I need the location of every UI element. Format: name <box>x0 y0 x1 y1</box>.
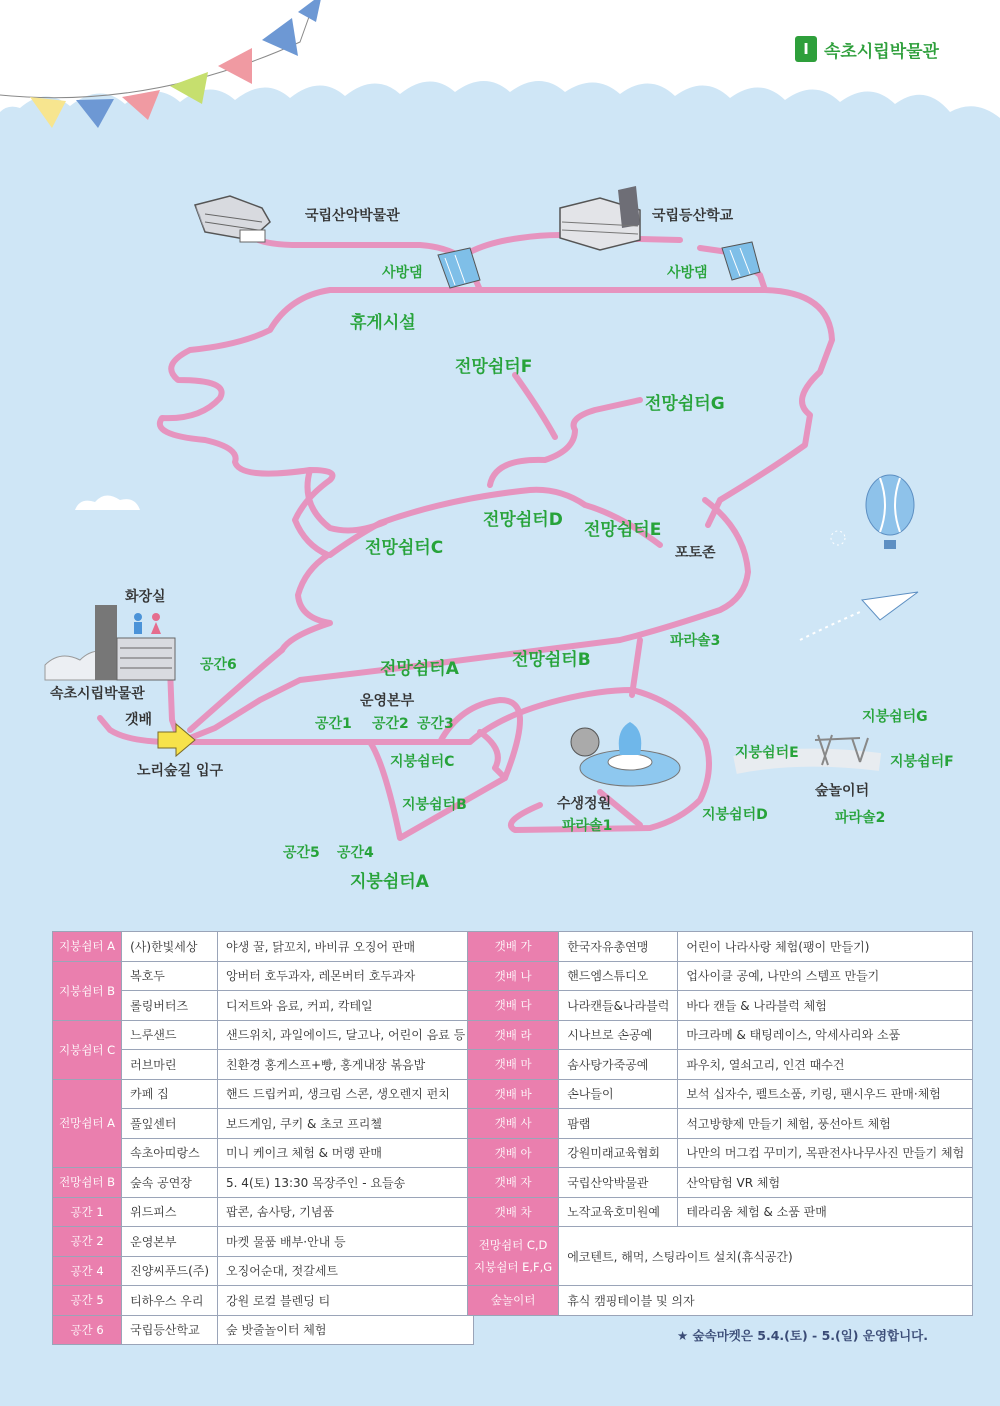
table-item: 마크라메 & 태팅레이스, 악세사리와 소품 <box>678 1020 973 1050</box>
bunting-flag <box>76 99 114 128</box>
table-key-line: 지붕쉼터 E,F,G <box>474 1260 553 1274</box>
table-vendor: 속초아띠랑스 <box>122 1138 218 1168</box>
table-row <box>53 961 474 991</box>
label-gaetbae: 갯배 <box>125 712 153 728</box>
table-key: 공간 6 <box>53 1315 122 1345</box>
table-vendor: 국립산악박물관 <box>559 1168 678 1198</box>
table-row <box>468 1286 973 1316</box>
label-space-3: 공간3 <box>417 716 454 732</box>
label-dam-right: 사방댐 <box>667 265 708 281</box>
table-item: 야생 꿀, 닭꼬치, 바비큐 오징어 판매 <box>218 932 474 962</box>
table-row <box>53 1197 474 1227</box>
label-rest-area: 휴게시설 <box>350 313 416 333</box>
table-row <box>53 1286 474 1316</box>
table-key: 공간 5 <box>53 1286 122 1316</box>
table-item: 핸드 드립커피, 생크림 스콘, 생오렌지 펀치 <box>218 1079 474 1109</box>
vendor-table-left <box>52 931 474 1345</box>
label-viewpoint-f: 전망쉼터F <box>455 357 533 377</box>
label-parasol-1: 파라솔1 <box>562 818 613 834</box>
label-roof-shelter-b: 지붕쉼터B <box>402 797 467 813</box>
table-row <box>53 1168 474 1198</box>
label-viewpoint-g: 전망쉼터G <box>645 394 725 414</box>
table-item: 5. 4(토) 13:30 목장주인 - 요들송 <box>218 1168 474 1198</box>
table-key: 지붕쉼터 B <box>53 961 122 1020</box>
label-space-1: 공간1 <box>315 716 352 732</box>
table-item: 팝콘, 솜사탕, 기념품 <box>218 1197 474 1227</box>
table-key: 갯배 사 <box>468 1109 559 1139</box>
table-key: 갯배 마 <box>468 1050 559 1080</box>
table-item: 디저트와 음료, 커피, 칵테일 <box>218 991 474 1021</box>
table-vendor: 러브마린 <box>122 1050 218 1080</box>
label-parasol-2: 파라솔2 <box>835 810 886 826</box>
table-vendor: 시나브로 손공예 <box>559 1020 678 1050</box>
table-key: 지붕쉼터 C <box>53 1020 122 1079</box>
table-vendor: 국립등산학교 <box>122 1315 218 1345</box>
vendor-table-right <box>467 931 973 1316</box>
table-vendor: 팜랩 <box>559 1109 678 1139</box>
table-row <box>468 1168 973 1198</box>
label-viewpoint-d: 전망쉼터D <box>483 510 563 530</box>
table-item: 마켓 물품 배부·안내 등 <box>218 1227 474 1257</box>
table-row <box>468 1020 973 1050</box>
paper-plane-icon <box>800 592 918 640</box>
table-key: 공간 1 <box>53 1197 122 1227</box>
label-viewpoint-c: 전망쉼터C <box>365 538 444 558</box>
table-item: 어린이 나라사랑 체험(팽이 만들기) <box>678 932 973 962</box>
table-key: 숲놀이터 <box>468 1286 559 1316</box>
trail-paths <box>100 235 832 838</box>
table-key: 지붕쉼터 A <box>53 932 122 962</box>
table-key: 갯배 바 <box>468 1079 559 1109</box>
label-garden: 수생정원 <box>557 796 612 812</box>
table-row <box>53 1079 474 1109</box>
table-key: 갯배 라 <box>468 1020 559 1050</box>
table-item: 나만의 머그컵 꾸미기, 목판전사나무사진 만들기 체험 <box>678 1138 973 1168</box>
table-vendor: 노작교육호미원예 <box>559 1197 678 1227</box>
table-vendor: 위드피스 <box>122 1197 218 1227</box>
dam-left <box>438 248 480 288</box>
small-cloud <box>75 495 140 510</box>
table-row <box>468 991 973 1021</box>
label-roof-shelter-c: 지붕쉼터C <box>390 754 455 770</box>
table-item: 강원 로컬 블렌딩 티 <box>218 1286 474 1316</box>
table-item: 오징어순대, 젓갈세트 <box>218 1256 474 1286</box>
table-item: 보석 십자수, 펠트소품, 키링, 팬시우드 판매·체험 <box>678 1079 973 1109</box>
table-vendor: 손나들이 <box>559 1079 678 1109</box>
label-mountain-museum: 국립산악박물관 <box>305 208 400 224</box>
table-item: 산악탐험 VR 체험 <box>678 1168 973 1198</box>
table-key: 전망쉼터 B <box>53 1168 122 1198</box>
table-key: 갯배 아 <box>468 1138 559 1168</box>
footnote: ★ 숲속마켓은 5.4.(토) - 5.(일) 운영합니다. <box>677 1328 928 1343</box>
table-vendor: 풀잎센터 <box>122 1109 218 1139</box>
mountain-museum-building <box>195 196 270 242</box>
label-hq: 운영본부 <box>360 693 415 709</box>
table-vendor: 복호두 <box>122 961 218 991</box>
table-row <box>468 1079 973 1109</box>
table-key: 갯배 차 <box>468 1197 559 1227</box>
label-space-6: 공간6 <box>200 657 237 673</box>
table-item: 앙버터 호두과자, 레몬버터 호두과자 <box>218 961 474 991</box>
table-key: 갯배 자 <box>468 1168 559 1198</box>
table-item: 업사이클 공예, 나만의 스템프 만들기 <box>678 961 973 991</box>
museum-logo-icon: I <box>795 36 817 62</box>
table-vendor: 강원미래교육협회 <box>559 1138 678 1168</box>
toilet-icon <box>134 613 161 634</box>
label-space-4: 공간4 <box>337 845 374 861</box>
table-key: 전망쉼터 A <box>53 1079 122 1168</box>
label-space-2: 공간2 <box>372 716 409 732</box>
table-vendor: 솜사탕가죽공예 <box>559 1050 678 1080</box>
table-item: 샌드위치, 과일에이드, 달고나, 어린이 음료 등 <box>218 1020 474 1050</box>
bunting-flag <box>30 97 66 128</box>
table-item: 휴식 캠핑테이블 및 의자 <box>559 1286 973 1316</box>
brand-name: 속초시립박물관 <box>824 41 939 62</box>
table-item: 에코텐트, 해먹, 스팅라이트 설치(휴식공간) <box>559 1227 973 1286</box>
table-vendor: 진양씨푸드(주) <box>122 1256 218 1286</box>
label-roof-shelter-a: 지붕쉼터A <box>350 872 429 892</box>
table-vendor: 느루샌드 <box>122 1020 218 1050</box>
table-item: 미니 케이크 체험 & 머랭 판매 <box>218 1138 474 1168</box>
table-row <box>468 932 973 962</box>
table-key: 갯배 다 <box>468 991 559 1021</box>
table-row <box>53 932 474 962</box>
table-vendor: 티하우스 우리 <box>122 1286 218 1316</box>
label-city-museum: 속초시립박물관 <box>50 686 145 702</box>
table-key-line: 전망쉼터 C,D <box>478 1238 548 1252</box>
table-row <box>53 1256 474 1286</box>
table-item: 친환경 홍게스프+빵, 홍게내장 볶음밥 <box>218 1050 474 1080</box>
table-vendor: 나라캔들&나라블럭 <box>559 991 678 1021</box>
table-vendor: 한국자유총연맹 <box>559 932 678 962</box>
table-item: 바다 캔들 & 나라블럭 체험 <box>678 991 973 1021</box>
table-vendor: 운영본부 <box>122 1227 218 1257</box>
label-entrance: 노리숲길 입구 <box>137 763 224 779</box>
hot-air-balloon-icon <box>866 475 914 549</box>
table-row <box>53 1020 474 1050</box>
label-roof-shelter-d: 지붕쉼터D <box>702 807 768 823</box>
label-playground: 숲놀이터 <box>815 783 870 799</box>
table-row <box>468 1109 973 1139</box>
label-viewpoint-b: 전망쉼터B <box>512 650 591 670</box>
table-item: 파우치, 열쇠고리, 인견 때수건 <box>678 1050 973 1080</box>
label-space-5: 공간5 <box>283 845 320 861</box>
table-vendor: 핸드엠스튜디오 <box>559 961 678 991</box>
table-item: 석고방향제 만들기 체험, 풍선아트 체험 <box>678 1109 973 1139</box>
table-row <box>53 1227 474 1257</box>
label-dam-left: 사방댐 <box>382 265 423 281</box>
table-item: 보드게임, 쿠키 & 초코 프리첼 <box>218 1109 474 1139</box>
label-photo-zone: 포토존 <box>675 545 716 561</box>
brand-logo[interactable] <box>795 36 939 62</box>
table-row <box>468 1050 973 1080</box>
table-item: 숲 밧줄놀이터 체험 <box>218 1315 474 1345</box>
table-key: 갯배 가 <box>468 932 559 962</box>
label-viewpoint-a: 전망쉼터A <box>380 659 459 679</box>
fountain-icon <box>571 722 680 786</box>
climbing-school-building <box>560 186 640 250</box>
table-row <box>468 1138 973 1168</box>
label-roof-shelter-e: 지붕쉼터E <box>735 745 799 761</box>
label-parasol-3: 파라솔3 <box>670 633 721 649</box>
table-key: 공간 2 <box>53 1227 122 1257</box>
table-item: 테라리움 체험 & 소품 판매 <box>678 1197 973 1227</box>
table-row <box>53 1315 474 1345</box>
table-key: 공간 4 <box>53 1256 122 1286</box>
table-row <box>468 1227 973 1286</box>
label-toilet: 화장실 <box>125 589 166 605</box>
label-roof-shelter-f: 지붕쉼터F <box>890 754 954 770</box>
table-vendor: 롤링버터즈 <box>122 991 218 1021</box>
label-viewpoint-e: 전망쉼터E <box>584 520 662 540</box>
table-vendor: (사)한빛세상 <box>122 932 218 962</box>
table-vendor: 숲속 공연장 <box>122 1168 218 1198</box>
label-roof-shelter-g: 지붕쉼터G <box>862 709 928 725</box>
table-row <box>468 1197 973 1227</box>
table-row <box>468 961 973 991</box>
label-climbing-school: 국립등산학교 <box>652 208 734 224</box>
table-key: 갯배 나 <box>468 961 559 991</box>
table-key <box>468 1227 559 1286</box>
table-vendor: 카페 집 <box>122 1079 218 1109</box>
